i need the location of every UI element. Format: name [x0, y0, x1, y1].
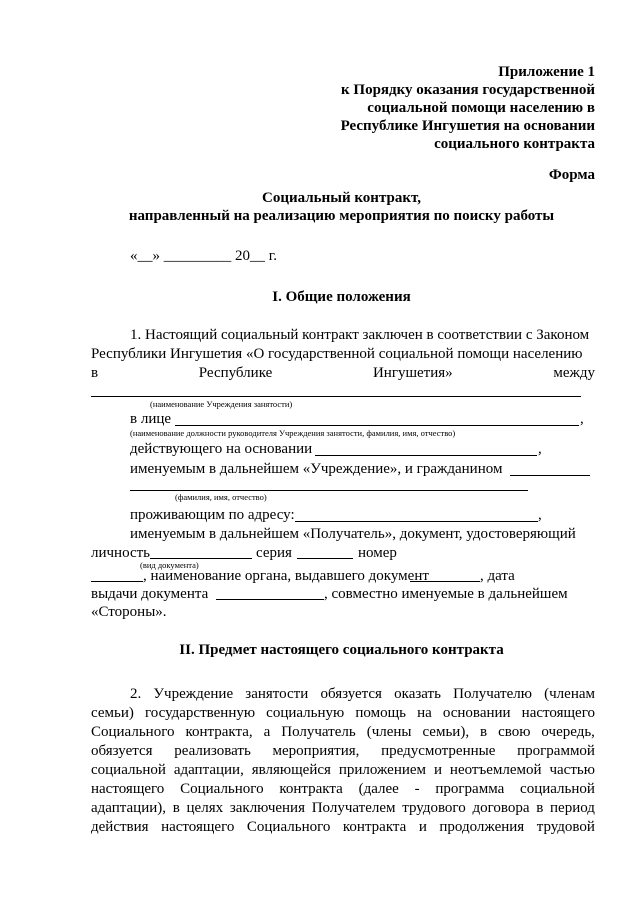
comma-1: , [580, 411, 584, 427]
contract-subtitle: направленный на реализацию мероприятия по поиску работы [128, 208, 555, 224]
series-label: серия [256, 545, 292, 561]
appendix-number: Приложение 1 [498, 64, 595, 80]
appendix-order-line-4: социального контракта [434, 136, 595, 152]
form-label: Форма [548, 167, 595, 183]
caption-doc-type: (вид документа) [140, 560, 199, 570]
comma-2: , [538, 441, 542, 457]
number-label: номер [358, 545, 397, 561]
in-person-label: в лице [130, 411, 172, 427]
issue-date-blank[interactable] [216, 599, 324, 600]
issuer-text: , наименование органа, выдавшего документ [143, 568, 429, 584]
section-2-line-4: обязуется реализовать мероприятия, предусмотренные программой [91, 743, 595, 759]
citizen-name-blank-2[interactable] [130, 490, 528, 491]
issue-date-label: выдачи документа [91, 586, 209, 602]
comma-3: , [538, 507, 542, 523]
series-blank[interactable] [297, 558, 353, 559]
word-between: между [553, 365, 595, 381]
acting-basis-blank[interactable] [315, 455, 537, 456]
address-blank[interactable] [295, 521, 538, 522]
named-institution-text: именуемым в дальнейшем «Учреждение», и гражданином [130, 461, 503, 477]
appendix-order-line-1: к Порядку оказания государственной [341, 82, 595, 98]
date-word: , дата [480, 568, 515, 584]
word-republic: Республике [198, 365, 273, 381]
section-1-paragraph-line-3 [91, 364, 595, 382]
head-name-blank[interactable] [175, 425, 579, 426]
jointly-text: , совместно именуемые в дальнейшем [324, 586, 568, 602]
appendix-order-line-2: социальной помощи населению в [367, 100, 595, 116]
employment-center-blank[interactable] [91, 396, 581, 397]
caption-employment-center: (наименование Учреждения занятости) [150, 399, 293, 409]
contract-title: Социальный контракт, [262, 190, 421, 206]
caption-fio: (фамилия, имя, отчество) [175, 492, 267, 502]
word-ingushetia: Ингушетия» [372, 365, 453, 381]
contract-date-line: «__» _________ 20__ г. [130, 248, 277, 264]
section-1-heading: I. Общие положения [272, 289, 411, 305]
section-2-line-1: 2. Учреждение занятости обязуется оказать Получателю (членам [130, 686, 595, 702]
parties-text: «Стороны». [91, 604, 167, 620]
section-2-line-5: социальной адаптации, являющейся приложением и неотъемлемой частью [91, 762, 595, 778]
word-v: в [91, 365, 99, 381]
appendix-order-line-3: Республике Ингушетия на основании [340, 118, 595, 134]
section-2-line-7: адаптации), в целях заключения Получателем трудового договора в период [91, 800, 595, 816]
doc-type-blank[interactable] [150, 558, 252, 559]
residing-label: проживающим по адресу: [130, 507, 295, 523]
identity-label: личность [91, 545, 151, 561]
doc-number-blank[interactable] [91, 581, 143, 582]
citizen-name-blank-1[interactable] [510, 475, 590, 476]
named-recipient-text: именуемым в дальнейшем «Получатель», документ, удостоверяющий [130, 526, 576, 542]
section-2-line-8: действия настоящего Социального контракта и продолжения трудовой [91, 819, 595, 835]
issuer-blank[interactable] [410, 581, 480, 582]
section-2-heading: II. Предмет настоящего социального контракта [179, 642, 504, 658]
caption-head-name: (наименование должности руководителя Учреждения занятости, фамилия, имя, отчество) [130, 428, 456, 438]
section-2-line-3: Социального контракта, а Получатель (члены семьи), в свою очередь, [91, 724, 595, 740]
section-2-line-6: настоящего Социального контракта (далее - программа социальной [91, 781, 595, 797]
acting-basis-label: действующего на основании [130, 441, 313, 457]
section-1-paragraph-line-1: 1. Настоящий социальный контракт заключен в соответствии с Законом [130, 327, 590, 343]
section-1-paragraph-line-2: Республики Ингушетия «О государственной социальной помощи населению [91, 346, 583, 362]
section-2-line-2: семьи) государственную социальную помощь на основании настоящего [91, 705, 595, 721]
